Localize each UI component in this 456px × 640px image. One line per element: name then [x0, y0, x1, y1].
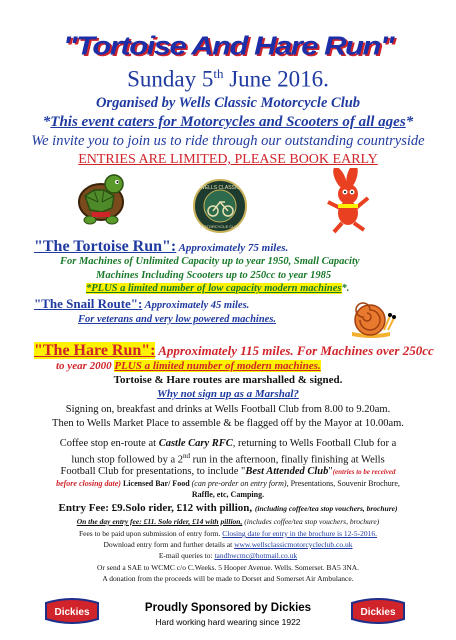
- hare-run-line: to year 2000 PLUS a limited number of modern machines.: [56, 360, 321, 372]
- svg-text:Dickies: Dickies: [360, 607, 396, 618]
- marshal-signup-link[interactable]: Why not sign up as a Marshal?: [157, 388, 299, 400]
- tortoise-run-heading: "The Tortoise Run": Approximately 75 miles.: [34, 238, 289, 255]
- coffee-line-3: Football Club for presentations, to include "Best Attended Club"(entries to be received: [60, 466, 396, 477]
- sponsor-tagline: Hard working hard wearing since 1922: [155, 617, 301, 627]
- sponsor-line: Proudly Sponsored by Dickies: [144, 602, 312, 614]
- coffee-line-5: Raffle, etc, Camping.: [191, 490, 265, 499]
- logo-top-text: WELLS CLASSIC: [200, 185, 240, 191]
- download-line: Download entry form and further details at www.wellsclassicmotorcycleclub.co.uk: [103, 540, 353, 549]
- email-link[interactable]: tandhwcmc@hotmail.co.uk: [214, 551, 298, 560]
- snail-icon: [348, 296, 396, 342]
- organiser-line: Organised by Wells Classic Motorcycle Club: [95, 95, 361, 111]
- svg-text:Dickies: Dickies: [54, 607, 90, 618]
- event-title: "Tortoise And Hare Run": [62, 30, 394, 61]
- logo-bottom-text: MOTORCYCLE CLUB: [200, 224, 240, 229]
- snail-route-line: For veterans and very low powered machines.: [78, 314, 277, 325]
- club-logo: [192, 178, 248, 234]
- signing-on-line: Signing on, breakfast and drinks at Wells Football Club from 8.00 to 9.20am.: [65, 404, 391, 415]
- flag-off-line: Then to Wells Market Place to assemble & be flagged off by the Mayor at 10.00am.: [52, 418, 404, 429]
- caters-line: *This event caters for Motorcycles and Scooters of all ages*: [42, 114, 414, 130]
- snail-route-heading: "The Snail Route": Approximately 45 miles.: [34, 296, 250, 311]
- tortoise-line-1: For Machines of Unlimited Capacity up to year 1950, Small Capacity: [60, 256, 360, 267]
- hare-run-heading: "The Hare Run": Approximately 115 miles. For Machines over 250cc: [34, 342, 434, 359]
- coffee-line-1: Coffee stop en-route at Castle Cary RFC, returning to Wells Football Club for a: [59, 438, 397, 449]
- tortoise-line-2: Machines Including Scooters up to 250cc to year 1985: [96, 270, 332, 281]
- entry-fee-line: Entry Fee: £9.Solo rider, £12 with pillion, (including coffee/tea stop vouchers, brochure): [58, 502, 398, 514]
- coffee-line-4: before closing date) Licensed Bar/ Food (can pre-order on entry form), Presentations, Souvenir Brochure,: [56, 479, 400, 488]
- entries-limited-notice: ENTRIES ARE LIMITED, PLEASE BOOK EARLY: [78, 152, 378, 167]
- dickies-logo-right: [350, 597, 406, 625]
- coffee-line-2: lunch stop followed by a 2nd run in the afternoon, finally finishing at Wells: [71, 452, 385, 466]
- email-line: E-mail queries to: tandhwcmc@hotmail.co.uk: [158, 551, 298, 560]
- event-date: Sunday 5th June 2016.: [127, 66, 329, 92]
- sae-line: Or send a SAE to WCMC c/o C.Weeks. 5 Hooper Avenue. Wells. Somerset. BA5 3NA.: [96, 563, 360, 572]
- tortoise-plus-line: *PLUS a limited number of low capacity modern machines*.: [86, 283, 350, 294]
- donation-line: A donation from the proceeds will be made to Dorset and Somerset Air Ambulance.: [102, 574, 354, 583]
- on-day-fee-line: On the day entry fee: £11. Solo rider, £14 with pillion, (includes coffee/tea stop vouchers, brochure): [76, 517, 380, 526]
- tortoise-icon: [72, 172, 130, 230]
- invite-line: We invite you to join us to ride through our outstanding countryside: [31, 133, 425, 149]
- fees-payment-line: Fees to be paid upon submission of entry form. Closing date for entry in the brochure is 12-5-2016.: [78, 529, 378, 538]
- hare-icon: [322, 168, 374, 234]
- website-link[interactable]: www.wellsclassicmotorcycleclub.co.uk: [234, 540, 353, 549]
- marshalled-line: Tortoise & Hare routes are marshalled & signed.: [113, 374, 343, 386]
